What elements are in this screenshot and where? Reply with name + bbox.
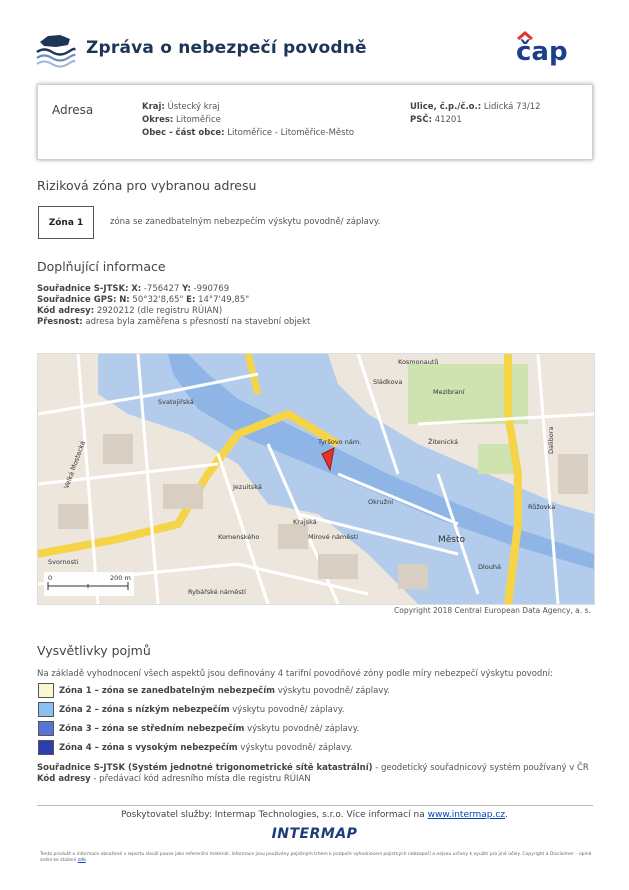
scale-end: 200 m xyxy=(110,574,131,582)
map-label: Mezibraní xyxy=(433,388,465,396)
legend-item xyxy=(38,683,390,698)
intermap-logo: INTERMAP xyxy=(271,826,358,842)
map-scale-bar xyxy=(44,572,134,596)
map-label: Komenského xyxy=(218,533,260,541)
gps-line: Souřadnice GPS: N: 50°32'8,65" E: 14°7'49,85" xyxy=(37,295,250,305)
legend-item xyxy=(38,740,353,755)
psc-line: PSČ: 41201 xyxy=(410,115,462,125)
address-box xyxy=(37,84,593,160)
map-label: Mírové náměstí xyxy=(308,533,359,541)
ulice-line: Ulice, č.p./č.o.: Lidická 73/12 xyxy=(410,102,541,112)
sjtsk-line: Souřadnice S-JTSK: X: -756427 Y: -990769 xyxy=(37,284,230,294)
presnost-line: Přesnost: adresa byla zaměřena s přesností na stavební objekt xyxy=(37,317,311,327)
footer-divider xyxy=(37,805,593,806)
zone3-swatch xyxy=(38,721,54,736)
scale-start: 0 xyxy=(48,574,53,582)
provider-line: Poskytovatel služby: Intermap Technologies, s.r.o. Více informací na www.intermap.cz. xyxy=(121,810,508,820)
definitions xyxy=(37,763,597,785)
provider-text: Poskytovatel služby: Intermap Technologies, s.r.o. Více informací na xyxy=(121,810,425,820)
flood-logo-icon xyxy=(34,30,76,68)
legend-item-rest: výskytu povodně/ záplavy. xyxy=(240,742,353,753)
legend-item-rest: výskytu povodně/ záplavy. xyxy=(232,704,345,715)
obec-line: Obec - část obce: Litoměřice - Litoměřice-Město xyxy=(142,128,355,138)
info-block xyxy=(37,284,597,328)
risk-heading: Riziková zóna pro vybranou adresu xyxy=(37,178,257,193)
map-label: Velká Mostecká xyxy=(62,439,88,490)
map-label: Rybářské náměstí xyxy=(188,588,246,596)
flood-map[interactable] xyxy=(37,353,595,605)
definition-kod: Kód adresy - předávací kód adresního místa dle registru RÚIAN xyxy=(37,774,311,784)
legend-item-rest: výskytu povodně/ záplavy. xyxy=(277,685,390,696)
map-label: Dlouhá xyxy=(478,563,502,571)
address-label: Adresa xyxy=(52,103,94,117)
zone2-swatch xyxy=(38,702,54,717)
address-left-col xyxy=(142,101,402,140)
map-label: Okružní xyxy=(368,498,394,506)
zone1-swatch xyxy=(38,683,54,698)
provider-link[interactable]: www.intermap.cz xyxy=(427,810,506,820)
definition-sjtsk: Souřadnice S-JTSK (Systém jednotné trigonometrické sítě katastrální) - geodetický souřadnicový systém používaný v ČR xyxy=(37,763,589,773)
legend-intro: Na základě vyhodnocení všech aspektů jsou definovány 4 tarifní povodňové zóny podle míry nebezpečí výskytu povodní: xyxy=(37,669,553,679)
info-heading: Doplňující informace xyxy=(37,259,166,274)
map-label: Město xyxy=(438,535,466,545)
legend-item-rest: výskytu povodně/ záplavy. xyxy=(247,723,360,734)
cap-logo-icon xyxy=(516,30,576,70)
cap-logo-text: čap xyxy=(516,37,568,67)
legend-item-bold: Zóna 1 – zóna se zanedbatelným nebezpečím xyxy=(59,685,275,696)
psc-value: 41201 xyxy=(434,115,462,125)
map-canvas xyxy=(38,354,594,604)
zone4-swatch xyxy=(38,740,54,755)
map-label: Sládkova xyxy=(373,378,403,386)
disclaimer: Tento produkt a informace obsažené v reportu slouží pouze jako referenční materiál. Informace jsou používány pojistným trhem k podpoře vyhodnocení pojistných nebezpečí a nejsou určeny k využití pro jiné účely. Copyright a Disclaimer – úplné znění ke stažení zde. xyxy=(40,852,592,863)
legend-item xyxy=(38,721,359,736)
ulice-value: Lidická 73/12 xyxy=(483,102,541,112)
map-label: Svornosti xyxy=(48,558,79,566)
kraj-line: Kraj: Ústecký kraj xyxy=(142,102,220,112)
map-label: Kosmonautů xyxy=(398,358,439,366)
zone-badge: Zóna 1 xyxy=(38,206,94,239)
map-label: Dalibora xyxy=(547,426,555,454)
address-right-col xyxy=(410,101,590,127)
map-label: Krajská xyxy=(293,518,317,526)
map-label: Tyršovo nám. xyxy=(318,438,362,446)
okres-value: Litoměřice xyxy=(176,115,221,125)
kraj-value: Ústecký kraj xyxy=(167,102,220,112)
legend-heading: Vysvětlivky pojmů xyxy=(37,643,151,658)
legend-item-bold: Zóna 2 – zóna s nízkým nebezpečím xyxy=(59,704,230,715)
map-label: Svatojiřská xyxy=(158,398,194,406)
obec-value: Litoměřice - Litoměřice-Město xyxy=(227,128,355,138)
kod-line: Kód adresy: 2920212 (dle registru RÚIAN) xyxy=(37,306,223,316)
disclaimer-link[interactable]: zde xyxy=(77,858,86,863)
map-label: Jezuitská xyxy=(233,483,262,491)
zone-description: zóna se zanedbatelným nebezpečím výskytu povodně/ záplavy. xyxy=(110,217,381,227)
okres-line: Okres: Litoměřice xyxy=(142,115,221,125)
legend-item xyxy=(38,702,344,717)
report-title: Zpráva o nebezpečí povodně xyxy=(86,38,367,58)
legend-item-bold: Zóna 3 – zóna se středním nebezpečím xyxy=(59,723,245,734)
legend-item-bold: Zóna 4 – zóna s vysokým nebezpečím xyxy=(59,742,238,753)
map-copyright: Copyright 2018 Central European Data Agency, a. s. xyxy=(394,606,591,615)
map-label: Růžovka xyxy=(528,503,556,511)
map-label: Žitenická xyxy=(428,438,458,446)
